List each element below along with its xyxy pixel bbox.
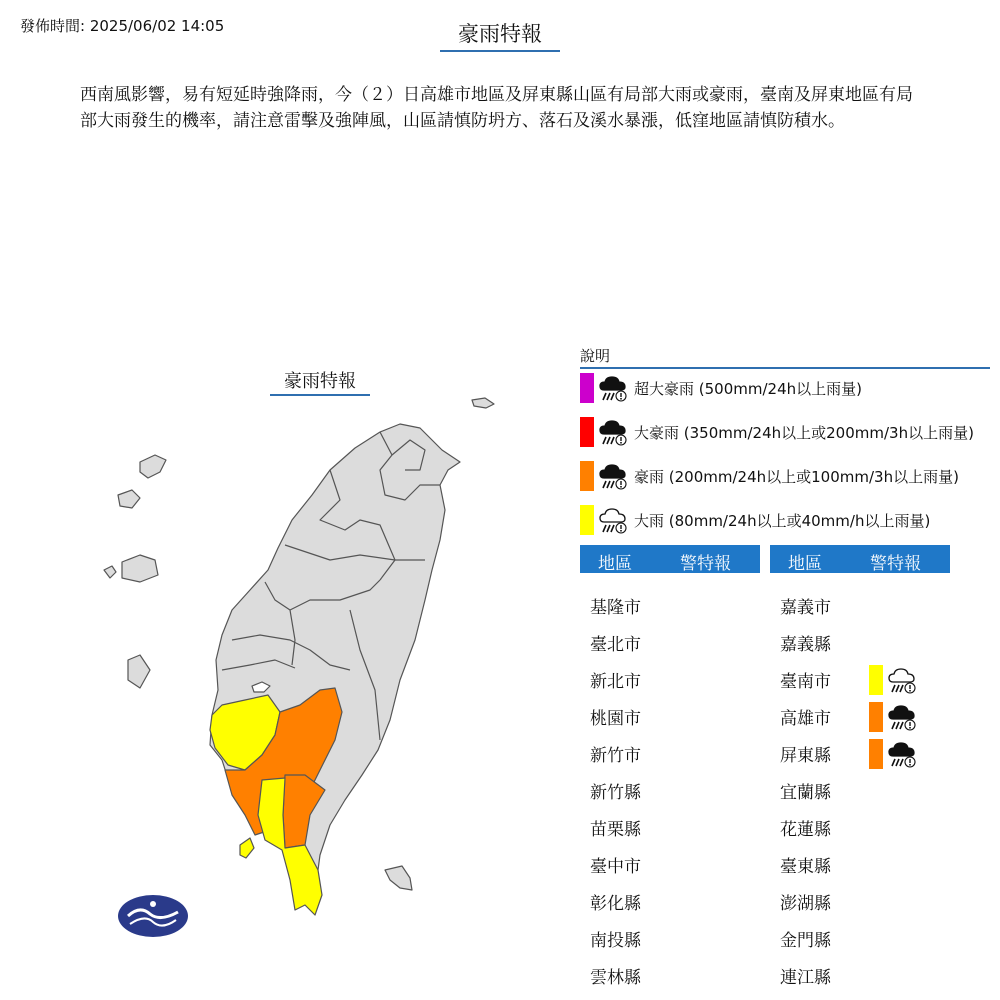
legend-label: 大豪雨 (350mm/24h以上或200mm/3h以上雨量) xyxy=(634,423,974,442)
region-name: 臺中市 xyxy=(590,857,641,877)
region-name: 屏東縣 xyxy=(780,746,831,766)
torrential-rain-icon xyxy=(887,739,917,769)
legend-label: 大雨 (80mm/24h以上或40mm/h以上雨量) xyxy=(634,511,931,530)
warning-swatch xyxy=(869,665,883,695)
torrential-rain-icon xyxy=(887,702,917,732)
region-name: 新竹市 xyxy=(590,746,641,766)
table-header-right xyxy=(770,545,950,573)
legend-item xyxy=(580,504,930,536)
island-orchid xyxy=(385,866,412,890)
region-name: 宜蘭縣 xyxy=(780,783,831,803)
cwa-logo-icon xyxy=(118,895,188,937)
legend-swatch xyxy=(580,417,594,447)
heavy-rain-icon xyxy=(598,505,628,535)
legend-label: 超大豪雨 (500mm/24h以上雨量) xyxy=(634,379,862,398)
table-header-left xyxy=(580,545,760,573)
island-green xyxy=(472,398,494,408)
region-name: 基隆市 xyxy=(590,598,641,618)
header-warning: 警特報 xyxy=(870,554,921,574)
publish-time: 發佈時間: 2025/06/02 14:05 xyxy=(20,17,225,35)
region-name: 澎湖縣 xyxy=(780,894,831,914)
island-penghu-1 xyxy=(140,455,166,478)
map-title: 豪雨特報 xyxy=(270,367,370,396)
region-name: 新竹縣 xyxy=(590,783,641,803)
island-penghu-5 xyxy=(128,655,150,688)
region-name: 南投縣 xyxy=(590,931,641,951)
region-name: 嘉義市 xyxy=(780,598,831,618)
legend-item xyxy=(580,460,959,492)
warning-description: 西南風影響，易有短延時強降雨，今（２）日高雄市地區及屏東縣山區有局部大雨或豪雨，臺南及屏東地區有局部大雨發生的機率，請注意雷擊及強陣風，山區請慎防坍方、落石及溪水暴漲，低窪地區請慎防積水。 xyxy=(80,85,913,131)
legend-swatch xyxy=(580,461,594,491)
legend-swatch xyxy=(580,373,594,403)
island-lamay xyxy=(240,838,254,858)
island-penghu-3 xyxy=(122,555,158,582)
header-warning: 警特報 xyxy=(680,554,731,574)
region-name: 金門縣 xyxy=(780,931,831,951)
region-name: 臺南市 xyxy=(780,672,831,692)
region-name: 嘉義縣 xyxy=(780,635,831,655)
header-region: 地區 xyxy=(788,554,822,574)
extreme-torrential-rain-icon xyxy=(598,373,628,403)
region-name: 彰化縣 xyxy=(590,894,641,914)
island-penghu-2 xyxy=(118,490,140,508)
legend-item xyxy=(580,416,974,448)
legend-swatch xyxy=(580,505,594,535)
legend-title: 說明 xyxy=(580,345,990,369)
torrential-rain-icon xyxy=(598,461,628,491)
island-penghu-4 xyxy=(104,566,116,578)
page-title: 豪雨特報 xyxy=(440,18,560,52)
region-name: 花蓮縣 xyxy=(780,820,831,840)
warning-swatch xyxy=(869,702,883,732)
warning-swatch xyxy=(869,739,883,769)
region-name: 新北市 xyxy=(590,672,641,692)
legend-item xyxy=(580,372,862,404)
header-region: 地區 xyxy=(598,554,632,574)
heavy-rain-icon xyxy=(887,665,917,695)
region-name: 苗栗縣 xyxy=(590,820,641,840)
region-name: 臺東縣 xyxy=(780,857,831,877)
extremely-heavy-rain-icon xyxy=(598,417,628,447)
region-name: 雲林縣 xyxy=(590,968,641,988)
region-name: 連江縣 xyxy=(780,968,831,988)
legend-label: 豪雨 (200mm/24h以上或100mm/3h以上雨量) xyxy=(634,467,959,486)
region-name: 臺北市 xyxy=(590,635,641,655)
region-name: 高雄市 xyxy=(780,709,831,729)
region-name: 桃園市 xyxy=(590,709,641,729)
taiwan-warning-map xyxy=(90,385,510,945)
